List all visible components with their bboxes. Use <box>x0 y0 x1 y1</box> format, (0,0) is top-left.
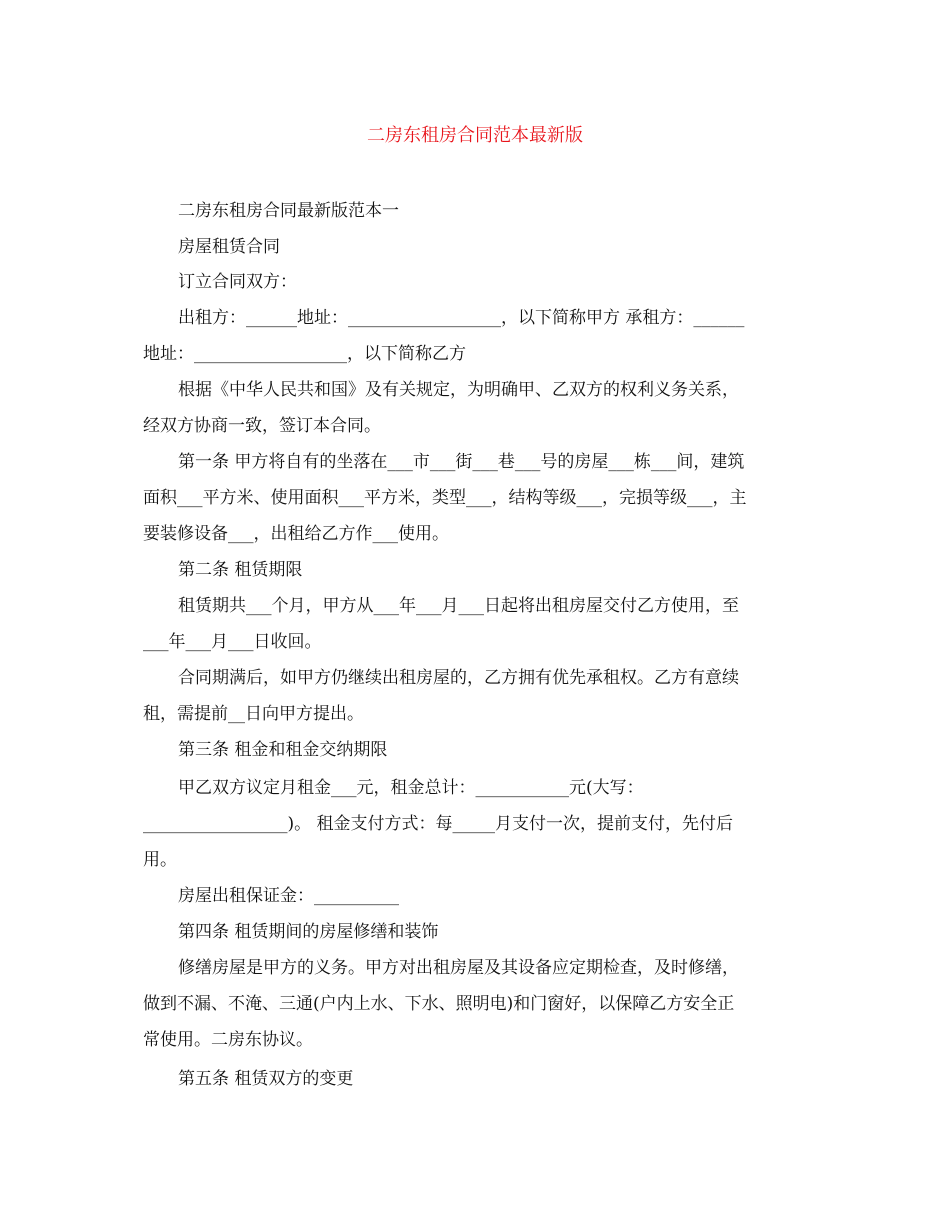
paragraph-line: 租，需提前__日向甲方提出。 <box>143 704 364 724</box>
article-heading: 第三条 租金和租金交纳期限 <box>178 740 388 760</box>
paragraph-line: 甲乙双方议定月租金___元，租金总计：___________元(大写： <box>178 778 644 798</box>
paragraph-line: 地址：__________________，以下简称乙方 <box>143 344 466 364</box>
article-heading: 第五条 租赁双方的变更 <box>178 1069 354 1089</box>
paragraph-line: 面积___平方米、使用面积___平方米，类型___，结构等级___，完损等级___，主 <box>143 488 747 508</box>
paragraph-line: 常使用。二房东协议。 <box>143 1030 313 1050</box>
document-title: 二房东租房合同范本最新版 <box>367 125 583 146</box>
paragraph-line: 订立合同双方： <box>178 272 297 292</box>
paragraph-line: 修缮房屋是甲方的义务。甲方对出租房屋及其设备应定期检查，及时修缮， <box>178 958 739 978</box>
paragraph-line: 合同期满后，如甲方仍继续出租房屋的，乙方拥有优先承租权。乙方有意续 <box>178 668 739 688</box>
contract-name: 房屋租赁合同 <box>178 237 280 257</box>
paragraph-line: 经双方协商一致，签订本合同。 <box>143 416 381 436</box>
paragraph-line: 房屋出租保证金：__________ <box>178 886 399 906</box>
paragraph-line: 做到不漏、不淹、三通(户内上水、下水、照明电)和门窗好，以保障乙方安全正 <box>143 994 735 1014</box>
paragraph-line: 出租方：______地址：__________________，以下简称甲方 承租方：______ <box>178 308 745 328</box>
paragraph-line: 租赁期共___个月，甲方从___年___月___日起将出租房屋交付乙方使用，至 <box>178 596 739 616</box>
article-heading: 第四条 租赁期间的房屋修缮和装饰 <box>178 922 439 942</box>
paragraph-line: 第一条 甲方将自有的坐落在___市___街___巷___号的房屋___栋___间，建筑 <box>178 452 745 472</box>
paragraph-line: 用。 <box>143 850 177 870</box>
paragraph-line: 根据《中华人民共和国》及有关规定，为明确甲、乙双方的权利义务关系， <box>178 380 739 400</box>
paragraph-line: 要装修设备___，出租给乙方作___使用。 <box>143 524 449 544</box>
section-heading: 二房东租房合同最新版范本一 <box>178 201 399 221</box>
article-heading: 第二条 租赁期限 <box>178 560 303 580</box>
paragraph-line: ___年___月___日收回。 <box>143 632 322 652</box>
paragraph-line: _________________)。 租金支付方式：每_____月支付一次，提前支付，先付后 <box>143 814 734 834</box>
